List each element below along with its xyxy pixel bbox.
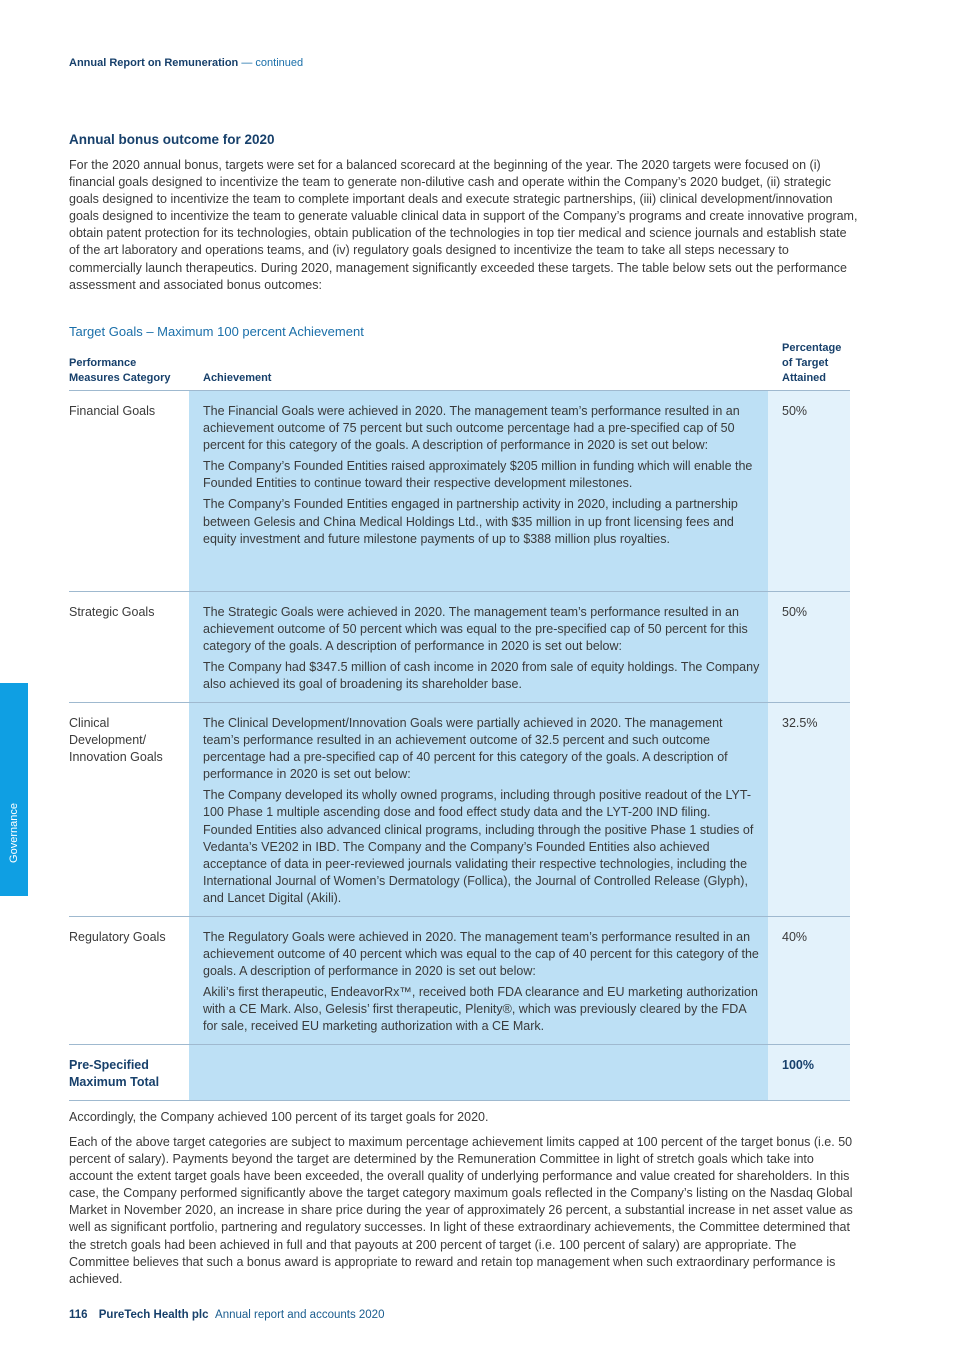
footer-report: Annual report and accounts 2020	[215, 1309, 385, 1321]
intro-paragraph: For the 2020 annual bonus, targets were set for a balanced scorecard at the beginning of the year. The 2020 targets were focused on (i) financial goals designed to incentivize the team to generate non-dilutive cash and operate within the Company’s 2020 budget, (ii) strategic goals designed to incentivize the team to complete important deals and execute strategic partnerships, (iii) clinical development/innovation goals designed to incentivize the team to generate valuable clinical data in support of the Company’s programs and create innovative program, obtain patent protection for its technologies, obtain publication of the technologies in top tier medical and science journals and establish state of the art laboratory and operations teams, and (iv) regulatory goals designed to incentivize the team to take all steps necessary to commercially launch therapeutics. During 2020, management significantly exceeded these targets. The table below sets out the performance assessment and associated bonus outcomes:	[69, 158, 858, 292]
running-header	[69, 57, 303, 69]
row-achievement	[203, 403, 761, 552]
row-category: Regulatory Goals	[69, 930, 166, 944]
achievement-paragraph: Akili’s first therapeutic, EndeavorRx™, received both FDA clearance and EU marketing authorization with a CE Mark. Also, Gelesis’ first therapeutic, Plenity®, which was previously cleared by the FDA for sale, received EU marketing authorization with a CE Mark.	[203, 985, 758, 1034]
bonus-outcome-table	[69, 340, 850, 1101]
table-row-clinical	[69, 703, 850, 917]
section-title: Annual bonus outcome for 2020	[69, 132, 275, 147]
achievement-paragraph: The Strategic Goals were achieved in 2020. The management team’s performance resulted in an achievement outcome of 50 percent which was equal to the pre-specified cap of 50 percent for this category of the goals. A description of performance in 2020 is set out below:	[203, 605, 748, 654]
row-percentage: 40%	[782, 930, 808, 944]
row-percentage: 32.5%	[782, 716, 818, 730]
achievement-paragraph: The Regulatory Goals were achieved in 2020. The management team’s performance resulted in an achievement outcome of 40 percent which was equal to the cap of 40 percent for this category of the goals. A description of performance in 2020 is set out below:	[203, 930, 759, 979]
side-tab-label: Governance	[8, 803, 20, 863]
table-row-financial	[69, 391, 850, 592]
total-percentage: 100%	[782, 1058, 814, 1072]
page-footer	[69, 1309, 384, 1321]
row-category: Financial Goals	[69, 404, 156, 418]
achievement-paragraph: The Clinical Development/Innovation Goals were partially achieved in 2020. The management team’s performance resulted in an achievement outcome of 32.5 percent and such outcome percentage had a pre-specified cap of 40 percent for this category of the goals. A description of performance in 2020 is set out below:	[203, 716, 728, 782]
row-achievement	[203, 604, 761, 697]
governance-side-tab	[0, 683, 28, 896]
row-achievement	[203, 715, 761, 911]
stretch-goals-paragraph: Each of the above target categories are subject to maximum percentage achievement limits capped at 100 percent of the target bonus (i.e. 50 percent of salary). Payments beyond the target are determined by the Remuneration Committee in light of stretch goals which take into account the extent target goals have been exceeded, the overall quality of underlying performance and value created for shareholders. In this case, the Company performed significantly above the target category maximum goals reflected in the Company’s listing on the Nasdaq Global Market in November 2020, an increase in share price during the year of approximately 26 percent, a substantial increase in net asset value as well as significant portfolio, partnering and regulatory successes. In light of these extraordinary achievements, the Committee determined that the stretch goals had been achieved in full and that payouts at 200 percent of target (i.e. 100 percent of salary) are appropriate. The Committee believes that such a bonus award is appropriate to reward and retain top management when such extraordinary performance is achieved.	[69, 1135, 853, 1286]
running-header-continued: — continued	[241, 57, 304, 69]
achievement-paragraph: The Company’s Founded Entities raised approximately $205 million in funding which will enable the Founded Entities to continue toward their respective development milestones.	[203, 459, 753, 491]
row-category: Strategic Goals	[69, 605, 155, 619]
table-row-regulatory	[69, 917, 850, 1045]
total-category: Pre-Specified Maximum Total	[69, 1058, 160, 1090]
achievement-paragraph: The Financial Goals were achieved in 2020. The management team’s performance resulted in an achievement outcome of 75 percent but such outcome percentage had a pre-specified cap of 50 percent for this category of the goals. A description of performance in 2020 is set out below:	[203, 404, 740, 453]
achievement-paragraph: The Company developed its wholly owned programs, including through positive readout of the LYT-100 Phase 1 multiple ascending dose and food effect study data and the LYT-200 IND filing. Founded Entities also advanced clinical programs, including through the positive Phase 1 studies of Vedanta’s VE202 in IBD. The Company and the Company’s Founded Entities also achieved acceptance of data in peer-reviewed journals validating their respective technologies, including the International Journal of Women’s Dermatology (Follica), the Journal of Controlled Release (Glyph), and Lancet Digital (Akili).	[203, 788, 754, 905]
row-category: Clinical Development/ Innovation Goals	[69, 716, 163, 765]
achievement-paragraph: The Company had $347.5 million of cash income in 2020 from sale of equity holdings. The Company also achieved its goal of broadening its shareholder base.	[203, 660, 760, 692]
page-number: 116	[69, 1309, 88, 1321]
header-category: Performance Measures Category	[69, 357, 171, 384]
row-percentage: 50%	[782, 605, 808, 619]
summary-paragraph: Accordingly, the Company achieved 100 percent of its target goals for 2020.	[69, 1110, 489, 1124]
table-row-total	[69, 1045, 850, 1101]
table-caption: Target Goals – Maximum 100 percent Achievement	[69, 324, 364, 339]
row-achievement	[203, 929, 761, 1040]
running-header-section: Annual Report on Remuneration	[69, 57, 239, 69]
footer-company: PureTech Health plc	[98, 1309, 209, 1321]
header-achievement: Achievement	[203, 372, 272, 384]
table-header	[69, 340, 850, 391]
row-percentage: 50%	[782, 404, 808, 418]
achievement-paragraph: The Company’s Founded Entities engaged in partnership activity in 2020, including a partnership between Gelesis and China Medical Holdings Ltd., with $35 million in up front licensing fees and equity investment and future milestone payments of up to $388 million plus royalties.	[203, 497, 738, 546]
table-row-strategic	[69, 592, 850, 703]
header-percentage: Percentage of Target Attained	[782, 342, 842, 384]
